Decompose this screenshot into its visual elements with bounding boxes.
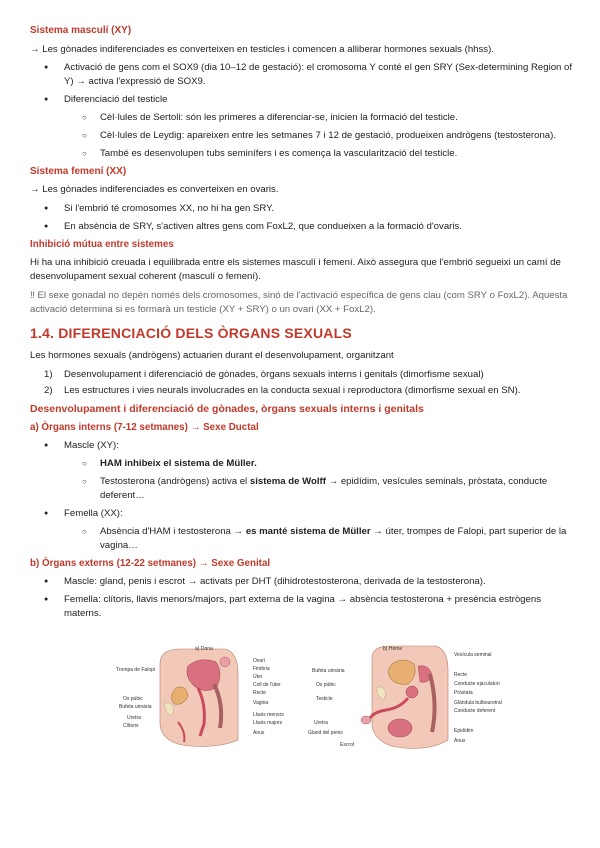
list-item <box>30 384 575 398</box>
male-list <box>30 61 575 160</box>
section-title-female: Sistema femení (XX) <box>30 165 127 177</box>
text: → epidídim, vesícules seminals, pròstata, conducte deferent… <box>100 476 548 502</box>
list-item: ● Mascle (XY): <box>30 439 575 453</box>
text: Absència d'HAM i testosterona → <box>100 525 246 537</box>
list-item <box>30 368 575 382</box>
female-intro: → Les gònades indiferenciades es converteixen en ovaris. <box>30 184 279 196</box>
section-title-inhibition: Inhibició mútua entre sistemes <box>30 239 174 251</box>
label: Uretra <box>314 720 328 726</box>
label: Fimbria <box>253 666 270 672</box>
figure-caption: a) Dona <box>195 646 213 652</box>
label: Ovari <box>253 658 265 664</box>
label: Pròstata <box>454 690 473 696</box>
item-text: Desenvolupament i diferenciació de gònades, òrgans sexuals interns i genitals (dimorfisme sexual) <box>64 369 484 381</box>
anatomy-figures <box>116 644 520 754</box>
male-anatomy-figure <box>308 644 502 752</box>
chapter-intro: Les hormones sexuals (andrògens) actuarien durant el desenvolupament, organitzant <box>30 350 394 362</box>
inhibition-text: Hi ha una inhibició creuada i equilibrada entre els sistemes masculí i femení. Això assegura que l'embrió segueixi un camí de desenvolupament sexual coherent (masculí o femení). <box>30 257 561 283</box>
label: Testicle <box>316 696 333 702</box>
female-anatomy-figure <box>116 644 290 752</box>
text: → úter, trompes de Falopi, part superior de la vagina… <box>100 525 567 551</box>
male-intro: → Les gònades indiferenciades es converteixen en testicles i comencen a alliberar hormones sexuals (hhss). <box>30 43 494 55</box>
numbered-list <box>30 368 575 398</box>
internal-organs-title: a) Òrgans interns (7-12 setmanes) → Sexe Ductal <box>30 422 259 434</box>
sub-list-item: ○ Cèl·lules de Leydig: apareixen entre les setmanes 7 i 12 de gestació, produeixen andrògens (testosterona). <box>30 129 575 143</box>
label: Glàndula bulbouretral <box>454 700 502 706</box>
list-item: ● Activació de gens com el SOX9 (dia 10–12 de gestació): el cromosoma Y conté el gen SRY (Sex-determining Region of Y) → activa l'expressió de SOX9. <box>30 61 575 89</box>
label: Bufeta urinària <box>312 668 345 674</box>
sub-list-item <box>30 475 575 503</box>
list-item: ● Mascle: gland, penis i escrot → activats per DHT (dihidrotestosterona, derivada de la testosterona). <box>30 575 575 589</box>
label: Anus <box>253 730 265 736</box>
internal-organs-list <box>30 439 575 552</box>
sub-list-item <box>30 457 575 471</box>
label: Bufeta urinària <box>119 704 152 710</box>
label: Coll de l'úter <box>253 682 281 688</box>
external-organs-list <box>30 575 575 621</box>
list-item: ● Diferenciació del testicle <box>30 93 575 107</box>
bold-text: es manté sistema de Müller <box>245 525 371 537</box>
label: Epidídim <box>454 728 474 734</box>
female-list <box>30 202 575 234</box>
label: Recte <box>454 672 468 678</box>
chapter-heading: 1.4. DIFERENCIACIÓ DELS ÒRGANS SEXUALS <box>30 324 352 341</box>
label: Llavis majors <box>253 720 283 726</box>
label: Úter <box>253 674 263 680</box>
male-anatomy-illustration <box>320 644 490 752</box>
document-page <box>30 24 575 625</box>
item-number: 1) <box>44 369 53 381</box>
label: Uretra <box>127 715 141 721</box>
sub-list-item: ○ També es desenvolupen tubs seminífers i es comença la vascularització del testicle. <box>30 147 575 161</box>
label: Anus <box>454 738 466 744</box>
label: Conducte deferent <box>454 708 496 714</box>
item-number: 2) <box>44 385 53 396</box>
list-item: ● En absència de SRY, s'activen altres gens com FoxL2, que condueixen a la formació d'ovaris. <box>30 220 575 234</box>
warning-note: ‼ El sexe gonadal no depèn només dels cromosomes, sinó de l'activació específica de gens clau (com SRY o FoxL2). Aquesta activació determina si es formarà un testicle (XY + SRY) o un ovari (XX + FoxL2). <box>30 290 568 315</box>
sub-list-item <box>30 525 575 553</box>
label: Os púbic <box>123 696 143 702</box>
item-text: Les estructures i vies neurals involucrades en la conducta sexual i reproductora (dimorfisme sexual en SN). <box>64 385 521 396</box>
list-item: ● Femella: clítoris, llavis menors/majors, part externa de la vagina → absència testosterona + presència estrògens materns. <box>30 593 575 621</box>
label: Vagina <box>253 700 269 706</box>
list-item: ● Si l'embrió té cromosomes XX, no hi ha gen SRY. <box>30 202 575 216</box>
label: Recte <box>253 690 267 696</box>
label: Clítoris <box>123 723 139 729</box>
label: Llavis menors <box>253 712 284 718</box>
sub-list-item: ○ Cèl·lules de Sertoli: són les primeres a diferenciar-se, inicien la formació del testicle. <box>30 111 575 125</box>
bold-text: sistema de Wolff <box>249 476 326 488</box>
bold-text: HAM inhibeix el sistema de Müller. <box>100 458 257 470</box>
subsection-heading: Desenvolupament i diferenciació de gònades, òrgans sexuals interns i genitals <box>30 402 424 415</box>
label: Trompa de Falopi <box>116 667 155 673</box>
list-item: ● Femella (XX): <box>30 507 575 521</box>
label: Gland del penis <box>308 730 343 736</box>
figure-caption: b) Home <box>383 646 403 652</box>
label: Os púbic <box>316 682 336 688</box>
external-organs-title: b) Òrgans externs (12-22 setmanes) → Sexe Genital <box>30 557 271 569</box>
label: Conducte ejaculatori <box>454 681 500 687</box>
section-title-male: Sistema masculí (XY) <box>30 25 132 36</box>
label: Escrot <box>340 742 355 748</box>
text: Testosterona (andrògens) activa el <box>100 476 250 488</box>
label: Vesícula seminal <box>454 652 492 658</box>
